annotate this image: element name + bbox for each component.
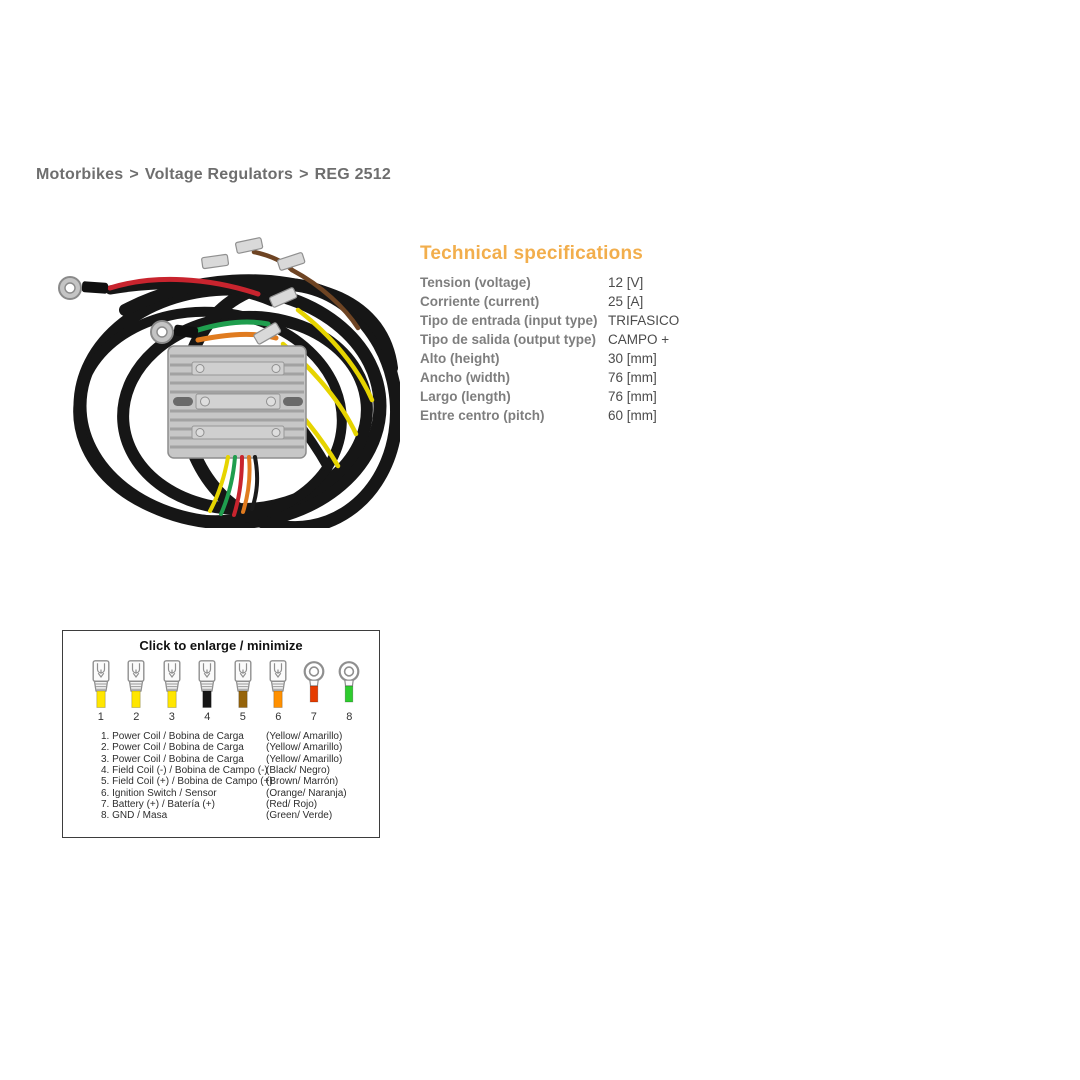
legend-row xyxy=(101,776,379,787)
spec-value: 12 [V] xyxy=(608,275,644,290)
connector-number: 2 xyxy=(133,711,140,723)
product-photo-illustration xyxy=(40,228,400,528)
breadcrumb-item-voltage-regulators[interactable]: Voltage Regulators xyxy=(144,166,294,183)
legend-color-label: (Black/ Negro) xyxy=(266,765,330,777)
breadcrumb-item-motorbikes[interactable]: Motorbikes xyxy=(36,166,124,183)
connector-number: 4 xyxy=(204,711,211,723)
legend-color-label: (Yellow/ Amarillo) xyxy=(266,731,343,743)
legend-description: 7. Battery (+) / Batería (+) xyxy=(101,798,215,810)
legend-color-label: (Red/ Rojo) xyxy=(266,798,318,810)
legend-color-label: (Yellow/ Amarillo) xyxy=(266,753,343,765)
spade-connector-icon xyxy=(90,660,112,710)
spec-label: Largo (length) xyxy=(420,389,511,404)
legend-description: 4. Field Coil (-) / Bobina de Campo (-) xyxy=(101,765,268,777)
legend-row xyxy=(101,731,379,742)
connector-4-black xyxy=(190,660,226,723)
legend-color-label: (Orange/ Naranja) xyxy=(266,787,347,799)
legend-description: 3. Power Coil / Bobina de Carga xyxy=(101,753,244,765)
specs-table xyxy=(420,273,720,425)
spec-row xyxy=(420,292,720,311)
connector-6-orange xyxy=(261,660,297,723)
ring-terminal-icon xyxy=(338,660,360,710)
regulator-heatsink xyxy=(168,346,306,458)
legend-row xyxy=(101,754,379,765)
connector-number: 3 xyxy=(168,711,175,723)
connector-2-yellow xyxy=(119,660,155,723)
connector-5-brown xyxy=(225,660,261,723)
diagram-title: Click to enlarge / minimize xyxy=(139,638,303,653)
connector-row xyxy=(63,660,379,723)
spec-value: 25 [A] xyxy=(608,294,644,309)
breadcrumb-item-reg-2512: REG 2512 xyxy=(314,166,391,183)
connector-number: 1 xyxy=(97,711,104,723)
connector-number: 6 xyxy=(275,711,282,723)
specs-title: Technical specifications xyxy=(420,243,644,264)
spec-label: Tipo de entrada (input type) xyxy=(420,313,598,328)
spec-row xyxy=(420,406,720,425)
legend-color-label: (Green/ Verde) xyxy=(266,810,333,822)
legend-description: 5. Field Coil (+) / Bobina de Campo (+) xyxy=(101,776,273,788)
connector-number: 7 xyxy=(310,711,317,723)
spade-connector-icon xyxy=(232,660,254,710)
spec-row xyxy=(420,311,720,330)
spec-label: Entre centro (pitch) xyxy=(420,408,545,423)
connector-1-yellow xyxy=(83,660,119,723)
spec-label: Tipo de salida (output type) xyxy=(420,332,597,347)
wiring-diagram-panel[interactable] xyxy=(62,630,380,838)
spade-connector-icon xyxy=(267,660,289,710)
breadcrumb-separator: > xyxy=(299,166,309,183)
spec-row xyxy=(420,330,720,349)
technical-specifications xyxy=(420,243,720,425)
connector-number: 5 xyxy=(239,711,246,723)
spec-label: Ancho (width) xyxy=(420,370,510,385)
legend-color-label: (Yellow/ Amarillo) xyxy=(266,742,343,754)
breadcrumb xyxy=(36,166,391,184)
legend-row xyxy=(101,799,379,810)
connector-7-red xyxy=(296,660,332,723)
legend-description: 6. Ignition Switch / Sensor xyxy=(101,787,217,799)
spec-value: 60 [mm] xyxy=(608,408,657,423)
spade-connector-icon xyxy=(125,660,147,710)
connector-3-yellow xyxy=(154,660,190,723)
product-photo xyxy=(40,228,400,528)
spec-value: 30 [mm] xyxy=(608,351,657,366)
spec-label: Corriente (current) xyxy=(420,294,540,309)
legend-description: 2. Power Coil / Bobina de Carga xyxy=(101,742,244,754)
spec-row xyxy=(420,349,720,368)
spec-row xyxy=(420,368,720,387)
wire-legend xyxy=(63,731,379,821)
legend-row xyxy=(101,810,379,821)
spec-label: Alto (height) xyxy=(420,351,500,366)
spec-value: 76 [mm] xyxy=(608,389,657,404)
spec-row xyxy=(420,387,720,406)
breadcrumb-separator: > xyxy=(129,166,139,183)
spec-label: Tension (voltage) xyxy=(420,275,531,290)
spec-row xyxy=(420,273,720,292)
legend-row xyxy=(101,787,379,798)
spec-value: TRIFASICO xyxy=(608,313,680,328)
spec-value: 76 [mm] xyxy=(608,370,657,385)
spade-connector-icon xyxy=(161,660,183,710)
legend-description: 1. Power Coil / Bobina de Carga xyxy=(101,731,244,743)
spec-value: CAMPO + xyxy=(608,332,670,347)
connector-number: 8 xyxy=(346,711,353,723)
legend-row xyxy=(101,742,379,753)
spade-connector-icon xyxy=(196,660,218,710)
legend-color-label: (Brown/ Marrón) xyxy=(266,776,339,788)
legend-description: 8. GND / Masa xyxy=(101,810,168,822)
ring-terminal-icon xyxy=(303,660,325,710)
legend-row xyxy=(101,765,379,776)
connector-8-green xyxy=(332,660,368,723)
